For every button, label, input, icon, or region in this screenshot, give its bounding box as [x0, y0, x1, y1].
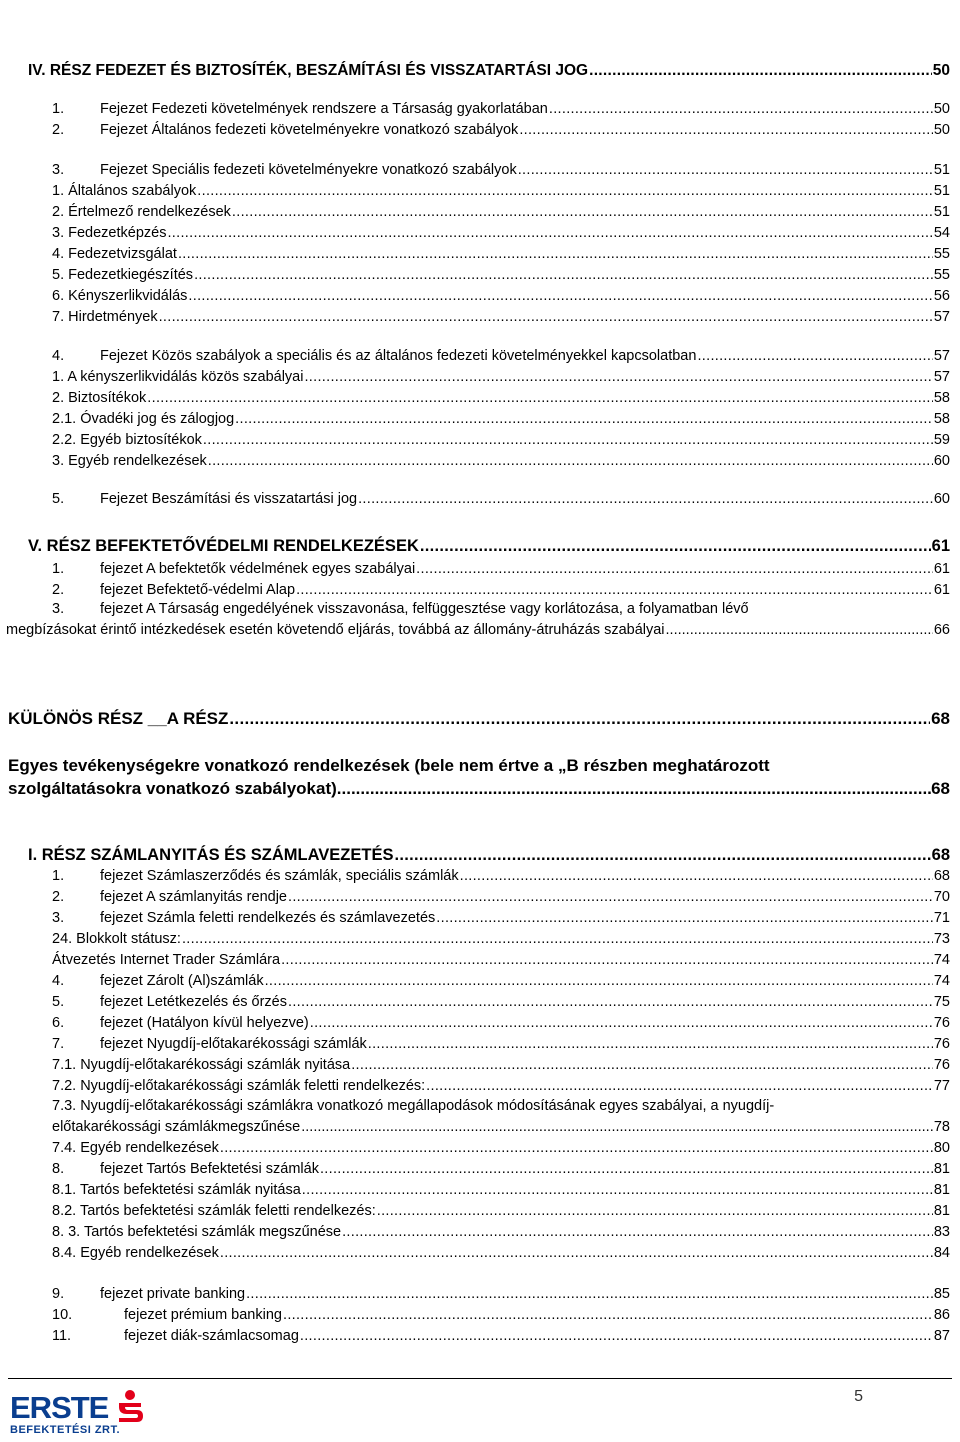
toc-title: Fejezet Közös szabályok a speciális és az általános fedezeti követelményekkel kapcsolatban: [100, 348, 697, 364]
toc-page: 85: [933, 1286, 950, 1302]
toc-entry-multiline[interactable]: [6, 599, 950, 641]
toc-leader: [232, 203, 933, 222]
toc-leader: [549, 100, 933, 119]
toc-page: 84: [933, 1245, 950, 1261]
toc-title-line-1: fejezet A Társaság engedélyének visszavonása, felfüggesztése vagy korlátozása, a folyamatban lévő: [100, 601, 749, 617]
toc-title: Fejezet Általános fedezeti követelményekre vonatkozó szabályok: [100, 122, 519, 138]
toc-leader: [394, 846, 930, 865]
toc-page: 55: [933, 246, 950, 262]
toc-leader: [188, 287, 932, 306]
logo-subtext: BEFEKTETÉSI ZRT.: [10, 1424, 121, 1436]
toc-title: Fejezet Speciális fedezeti követelményekre vonatkozó szabályok: [100, 162, 517, 178]
toc-leader: [283, 1306, 933, 1325]
toc-entry[interactable]: [52, 1244, 950, 1263]
toc-num: 11.: [52, 1328, 72, 1344]
toc-entry[interactable]: [52, 909, 950, 928]
toc-page: 50: [933, 101, 950, 117]
toc-page: 50: [933, 122, 950, 138]
toc-title: 6. Kényszerlikvidálás: [52, 288, 188, 304]
toc-page: 68: [931, 709, 950, 728]
toc-entry[interactable]: [52, 1160, 950, 1179]
toc-num: 7.: [52, 1036, 65, 1052]
logo-symbol-icon: [119, 1390, 143, 1422]
toc-entry[interactable]: [52, 182, 950, 201]
toc-num: 1.: [52, 868, 65, 884]
toc-title: IV. RÉSZ FEDEZET ÉS BIZTOSÍTÉK, BESZÁMÍTÁSI ÉS VISSZATARTÁSI JOG: [28, 62, 589, 79]
toc-num: 2.: [52, 122, 65, 138]
toc-leader: [182, 930, 933, 949]
toc-title: 2.1. Óvadéki jog és zálogjog: [52, 411, 235, 427]
toc-title: fejezet Zárolt (Al)számlák: [100, 973, 264, 989]
toc-page: 83: [933, 1224, 950, 1240]
toc-title: 2. Értelmező rendelkezések: [52, 204, 231, 220]
toc-entry[interactable]: [52, 581, 950, 600]
toc-heading-part-4[interactable]: [28, 61, 950, 80]
toc-num: 1.: [52, 561, 65, 577]
toc-leader: [697, 347, 932, 366]
toc-leader: [288, 888, 933, 907]
toc-title-line-2: előtakarékossági számlákmegszűnése: [52, 1119, 301, 1135]
toc-title: fejezet diák-számlacsomag: [124, 1328, 299, 1344]
toc-num: 2.: [52, 889, 65, 905]
toc-title: 2. Biztosítékok: [52, 390, 147, 406]
toc-page: 76: [933, 1057, 950, 1073]
toc-title: Fejezet Fedezeti követelmények rendszere a Társaság gyakorlatában: [100, 101, 548, 117]
toc-title: 7.1. Nyugdíj-előtakarékossági számlák nyitása: [52, 1057, 351, 1073]
toc-page: 58: [933, 390, 950, 406]
toc-page: 61: [933, 561, 950, 577]
toc-num: 4.: [52, 348, 65, 364]
toc-title: fejezet A befektetők védelmének egyes szabályai: [100, 561, 416, 577]
toc-leader: [220, 1244, 933, 1263]
toc-page: 51: [933, 204, 950, 220]
toc-leader: [296, 581, 933, 600]
toc-title: Fejezet Beszámítási és visszatartási jog: [100, 491, 358, 507]
toc-page: 59: [933, 432, 950, 448]
toc-num: 2.: [52, 582, 65, 598]
toc-num: 10.: [52, 1307, 73, 1323]
erste-logo: [10, 1388, 150, 1436]
toc-num: 4.: [52, 973, 65, 989]
toc-leader: [167, 224, 932, 243]
toc-leader: [310, 1014, 933, 1033]
toc-page: 86: [933, 1307, 950, 1323]
toc-entry[interactable]: [52, 951, 950, 970]
toc-page: 74: [933, 952, 950, 968]
toc-num: 8.: [52, 1161, 65, 1177]
toc-page: 73: [933, 931, 950, 947]
toc-page: 55: [933, 267, 950, 283]
toc-title: 2.2. Egyéb biztosítékok: [52, 432, 202, 448]
toc-title: fejezet private banking: [100, 1286, 246, 1302]
toc-leader: [203, 431, 933, 450]
toc-entry[interactable]: [52, 1056, 950, 1075]
toc-page: 57: [933, 309, 950, 325]
page-number: 5: [854, 1388, 863, 1405]
toc-title: 1. Általános szabályok: [52, 183, 197, 199]
toc-page: 71: [933, 910, 950, 926]
toc-leader: [235, 410, 933, 429]
toc-title-line-1: Egyes tevékenységekre vonatkozó rendelkezések (bele nem értve a „B részben meghatározott: [8, 756, 770, 775]
toc-leader: [351, 1056, 933, 1075]
toc-title: 7.4. Egyéb rendelkezések: [52, 1140, 219, 1156]
toc-title: fejezet Számlaszerződés és számlák, speciális számlák: [100, 868, 459, 884]
toc-entry[interactable]: [52, 389, 950, 408]
toc-entry[interactable]: [52, 347, 950, 366]
toc-entry[interactable]: [52, 245, 950, 264]
toc-leader: [194, 266, 933, 285]
toc-title: 8.1. Tartós befektetési számlák nyitása: [52, 1182, 301, 1198]
toc-page: 68: [931, 846, 950, 864]
toc-leader: [368, 1035, 933, 1054]
toc-title: 24. Blokkolt státusz:: [52, 931, 181, 947]
toc-entry[interactable]: [52, 1077, 950, 1096]
toc-page: 51: [933, 183, 950, 199]
toc-page: 74: [933, 973, 950, 989]
toc-entry-multiline[interactable]: [52, 1096, 950, 1138]
toc-leader: [229, 709, 930, 728]
toc-leader: [436, 909, 933, 928]
toc-title: 8.4. Egyéb rendelkezések: [52, 1245, 219, 1261]
toc-page: 54: [933, 225, 950, 241]
toc-leader: [358, 490, 933, 509]
toc-entry[interactable]: [52, 121, 950, 140]
toc-entry[interactable]: [52, 203, 950, 222]
toc-page: 81: [933, 1203, 950, 1219]
toc-num: 3.: [52, 601, 65, 617]
toc-title: fejezet (Hatályon kívül helyezve): [100, 1015, 309, 1031]
toc-title: I. RÉSZ SZÁMLANYITÁS ÉS SZÁMLAVEZETÉS: [28, 846, 394, 864]
toc-leader: [519, 121, 933, 140]
toc-page: 75: [933, 994, 950, 1010]
toc-title: fejezet Számla feletti rendelkezés és számlavezetés: [100, 910, 436, 926]
toc-num: 5.: [52, 994, 65, 1010]
footer-divider: [8, 1378, 952, 1379]
toc-entry[interactable]: [52, 368, 950, 387]
toc-page: 50: [932, 62, 950, 79]
toc-leader: [178, 245, 933, 264]
toc-title: 4. Fedezetvizsgálat: [52, 246, 177, 262]
toc-page: 60: [933, 491, 950, 507]
toc-page: 70: [933, 889, 950, 905]
toc-page: 68: [931, 779, 950, 798]
toc-entry[interactable]: [52, 930, 950, 949]
toc-entry[interactable]: [52, 1285, 950, 1304]
toc-num: 6.: [52, 1015, 65, 1031]
toc-heading-special-subsection[interactable]: [8, 754, 950, 800]
toc-page: 81: [933, 1161, 950, 1177]
toc-entry[interactable]: [52, 1327, 950, 1346]
toc-page: 61: [933, 582, 950, 598]
toc-title: fejezet prémium banking: [124, 1307, 282, 1323]
toc-title: V. RÉSZ BEFEKTETŐVÉDELMI RENDELKEZÉSEK: [28, 537, 419, 555]
toc-entry[interactable]: [52, 993, 950, 1012]
toc-title: fejezet Befektető-védelmi Alap: [100, 582, 296, 598]
toc-leader: [302, 1181, 933, 1200]
toc-title: fejezet Letétkezelés és őrzés: [100, 994, 287, 1010]
toc-leader: [246, 1285, 933, 1304]
toc-leader: [208, 452, 933, 471]
toc-entry[interactable]: [52, 1014, 950, 1033]
toc-heading-special-part[interactable]: [8, 709, 950, 728]
toc-entry[interactable]: [52, 1202, 950, 1221]
toc-title: 7. Hirdetmények: [52, 309, 158, 325]
toc-entry[interactable]: [52, 888, 950, 907]
toc-entry[interactable]: [52, 1306, 950, 1325]
toc-entry[interactable]: [52, 972, 950, 991]
toc-entry[interactable]: [52, 431, 950, 450]
toc-entry[interactable]: [52, 1223, 950, 1242]
toc-title: 7.2. Nyugdíj-előtakarékossági számlák feletti rendelkezés:: [52, 1078, 426, 1094]
toc-page: 58: [933, 411, 950, 427]
toc-leader: [197, 182, 933, 201]
toc-entry[interactable]: [52, 1181, 950, 1200]
toc-leader: [460, 867, 933, 886]
toc-leader: [426, 1077, 933, 1096]
toc-leader: [589, 61, 932, 80]
toc-title: 3. Egyéb rendelkezések: [52, 453, 207, 469]
toc-num: 1.: [52, 101, 65, 117]
toc-page: 78: [933, 1119, 950, 1135]
logo-wordmark: ERSTE: [10, 1390, 109, 1425]
toc-title: Átvezetés Internet Trader Számlára: [52, 952, 281, 968]
toc-leader: [416, 560, 933, 579]
toc-page: 80: [933, 1140, 950, 1156]
toc-title-line-2: szolgáltatásokra vonatkozó szabályokat): [8, 779, 337, 798]
toc-entry[interactable]: [52, 410, 950, 429]
toc-entry[interactable]: [52, 490, 950, 509]
toc-title: KÜLÖNÖS RÉSZ __A RÉSZ: [8, 709, 229, 728]
toc-leader: [288, 993, 933, 1012]
toc-num: 5.: [52, 491, 65, 507]
toc-leader: [518, 161, 933, 180]
toc-leader: [301, 1117, 933, 1138]
toc-entry[interactable]: [52, 560, 950, 579]
toc-entry[interactable]: [52, 224, 950, 243]
toc-title-line-1: 7.3. Nyugdíj-előtakarékossági számlákra vonatkozó megállapodások módosításának egyes szabályai, a nyugdíj-: [52, 1098, 775, 1114]
toc-leader: [342, 1223, 933, 1242]
toc-page: 56: [933, 288, 950, 304]
toc-page: 77: [933, 1078, 950, 1094]
toc-leader: [666, 620, 933, 641]
toc-num: 9.: [52, 1286, 65, 1302]
toc-page: 51: [933, 162, 950, 178]
toc-leader: [147, 389, 933, 408]
toc-title-line-2: megbízásokat érintő intézkedések esetén követendő eljárás, továbbá az állomány-átruházás szabályai: [6, 622, 665, 638]
toc-leader: [377, 1202, 933, 1221]
toc-page: 57: [933, 369, 950, 385]
toc-title: fejezet A számlanyitás rendje: [100, 889, 287, 905]
toc-leader: [304, 368, 932, 387]
toc-page: 66: [933, 622, 950, 638]
toc-title: 8.2. Tartós befektetési számlák feletti rendelkezés:: [52, 1203, 376, 1219]
toc-page: 57: [933, 348, 950, 364]
toc-leader: [300, 1327, 933, 1346]
toc-page: 76: [933, 1015, 950, 1031]
toc-entry[interactable]: [52, 1035, 950, 1054]
toc-num: 3.: [52, 910, 65, 926]
toc-entry[interactable]: [52, 452, 950, 471]
toc-entry[interactable]: [52, 308, 950, 327]
toc-title: 3. Fedezetképzés: [52, 225, 167, 241]
toc-heading-part-5[interactable]: [28, 537, 950, 556]
erste-logo-graphic: [10, 1388, 150, 1436]
toc-leader: [159, 308, 933, 327]
toc-page: 87: [933, 1328, 950, 1344]
toc-entry[interactable]: [52, 867, 950, 886]
toc-page: 81: [933, 1182, 950, 1198]
toc-entry[interactable]: [52, 266, 950, 285]
toc-page: 61: [931, 537, 950, 555]
toc-entry[interactable]: [52, 1139, 950, 1158]
toc-title: 8. 3. Tartós befektetési számlák megszűnése: [52, 1224, 342, 1240]
toc-page: 68: [933, 868, 950, 884]
toc-num: 3.: [52, 162, 65, 178]
toc-title: 1. A kényszerlikvidálás közös szabályai: [52, 369, 304, 385]
toc-leader: [420, 537, 931, 556]
toc-title: 5. Fedezetkiegészítés: [52, 267, 194, 283]
toc-entry[interactable]: [52, 161, 950, 180]
toc-entry[interactable]: [52, 287, 950, 306]
toc-leader: [337, 777, 931, 800]
toc-leader: [265, 972, 933, 991]
toc-page: 76: [933, 1036, 950, 1052]
toc-entry[interactable]: [52, 100, 950, 119]
toc-leader: [320, 1160, 933, 1179]
toc-leader: [220, 1139, 933, 1158]
toc-title: fejezet Tartós Befektetési számlák: [100, 1161, 319, 1177]
toc-page: 60: [933, 453, 950, 469]
toc-leader: [281, 951, 933, 970]
toc-heading-part-1[interactable]: [28, 846, 950, 865]
toc-title: fejezet Nyugdíj-előtakarékossági számlák: [100, 1036, 367, 1052]
